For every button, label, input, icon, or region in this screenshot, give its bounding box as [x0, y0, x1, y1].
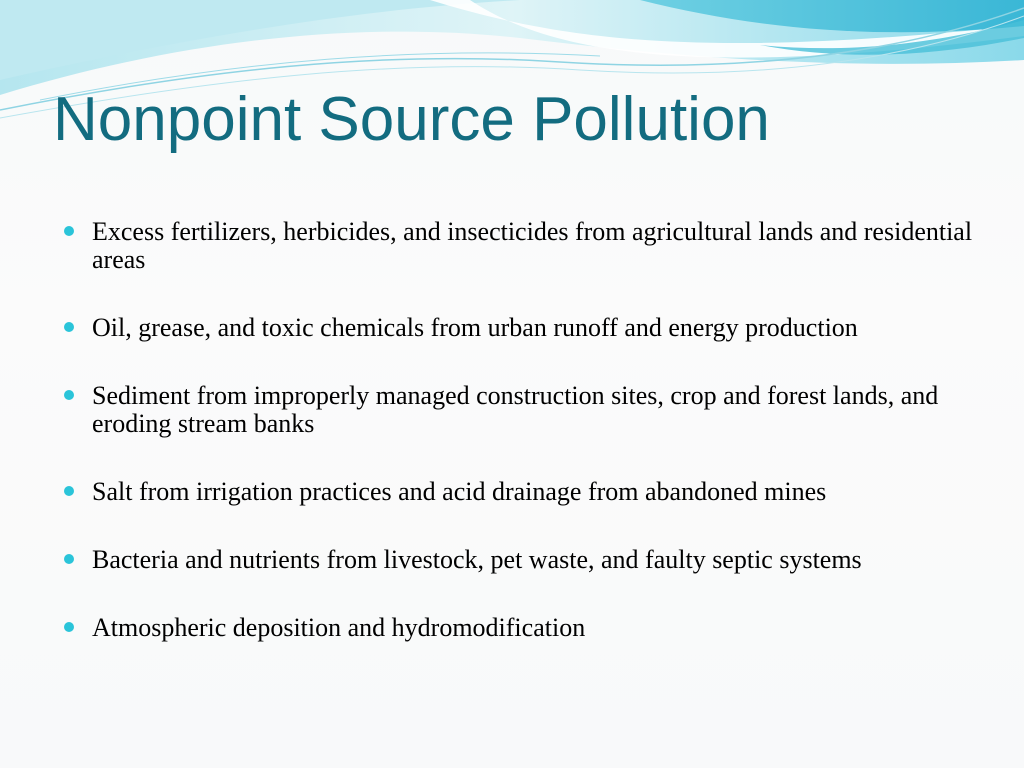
bullet-item	[60, 218, 980, 274]
bullet-dot-icon	[64, 390, 74, 400]
slide-title: Nonpoint Source Pollution	[53, 85, 770, 154]
bullet-text: Sediment from improperly managed construction sites, crop and forest lands, and eroding stream banks	[92, 381, 939, 438]
bullet-item	[60, 546, 980, 574]
bullet-text: Salt from irrigation practices and acid drainage from abandoned mines	[92, 477, 827, 506]
bullet-item	[60, 614, 980, 642]
bullet-text: Oil, grease, and toxic chemicals from urban runoff and energy production	[92, 313, 858, 342]
bullet-dot-icon	[64, 554, 74, 564]
bullet-text: Bacteria and nutrients from livestock, pet waste, and faulty septic systems	[92, 545, 862, 574]
bullet-item	[60, 382, 980, 438]
bullet-dot-icon	[64, 322, 74, 332]
bullet-text: Atmospheric deposition and hydromodification	[92, 613, 586, 642]
bullet-item	[60, 478, 980, 506]
bullet-dot-icon	[64, 226, 74, 236]
bullet-dot-icon	[64, 486, 74, 496]
bullet-text: Excess fertilizers, herbicides, and insecticides from agricultural lands and residential areas	[92, 217, 973, 274]
bullet-list	[60, 218, 980, 642]
bullet-dot-icon	[64, 622, 74, 632]
bullet-item	[60, 314, 980, 342]
